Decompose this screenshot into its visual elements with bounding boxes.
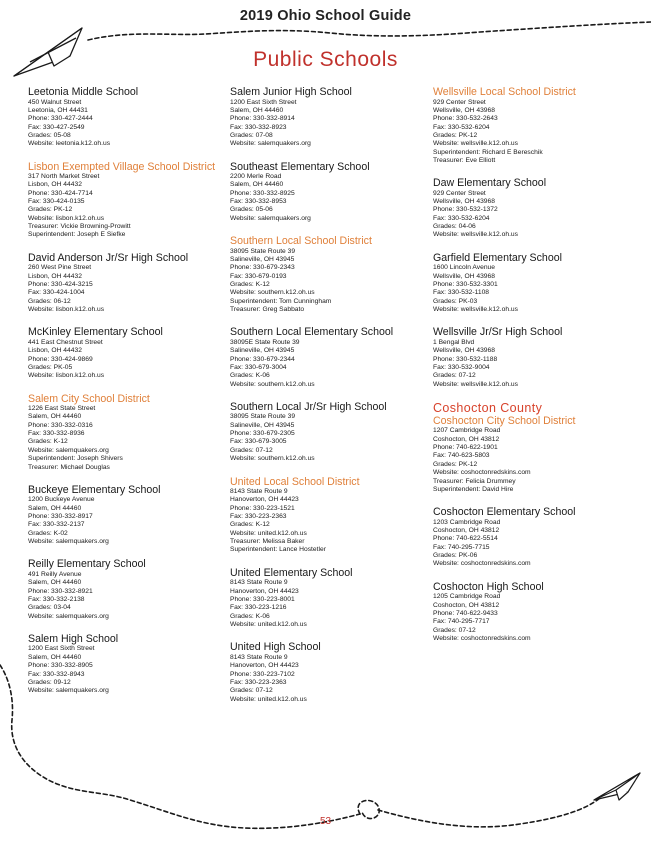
entry-detail-line: Website: lisbon.k12.oh.us (28, 372, 105, 380)
entry-detail-line: Grades: 09-12 (28, 678, 71, 686)
school-entry (433, 581, 633, 644)
entry-detail-line: Website: salemquakers.org (28, 446, 109, 454)
entry-detail-line: Grades: PK-12 (28, 206, 73, 214)
county-heading: Coshocton County (433, 400, 543, 415)
entry-detail-line: Lisbon, OH 44432 (28, 347, 82, 355)
district-name: Coshocton City School District (433, 414, 576, 427)
entry-detail-line: Salineville, OH 43945 (230, 421, 295, 429)
entry-detail-line: 38095E State Route 39 (230, 338, 300, 346)
entry-detail-line: Fax: 330-332-8936 (28, 430, 85, 438)
entry-detail-line: 38095 State Route 39 (230, 413, 296, 421)
entry-detail-line: Fax: 330-332-2138 (28, 595, 85, 603)
entry-details (433, 339, 633, 389)
entry-detail-line: Superintendent: Joseph E Siefke (28, 231, 126, 239)
entry-detail-line: Fax: 330-332-8923 (230, 123, 287, 131)
school-entry (433, 177, 633, 240)
district-name: Salem City School District (28, 392, 150, 405)
entry-detail-line: Phone: 330-332-8917 (28, 513, 93, 521)
entry-detail-line: Salem, OH 44460 (28, 653, 82, 661)
entry-detail-line: Fax: 330-332-8953 (230, 198, 287, 206)
entry-details (433, 190, 633, 240)
entry-detail-line: Phone: 330-679-2305 (230, 430, 295, 438)
column-3 (433, 86, 633, 655)
entry-detail-line: Grades: K-12 (230, 521, 270, 529)
entry-detail-line: 1200 Buckeye Avenue (28, 496, 95, 504)
entry-detail-line: 929 Center Street (433, 189, 486, 197)
school-name: United Elementary School (230, 566, 353, 579)
entry-detail-line: Superintendent: David Hire (433, 485, 514, 493)
entry-detail-line: Website: wellsville.k12.oh.us (433, 231, 518, 239)
entry-detail-line: Phone: 330-424-3215 (28, 281, 93, 288)
entry-details (28, 339, 228, 381)
entry-detail-line: 317 North Market Street (28, 173, 100, 181)
entry-detail-line: Website: united.k12.oh.us (230, 695, 307, 703)
school-entry (28, 633, 228, 696)
entry-detail-line: Fax: 330-532-6204 (433, 214, 490, 222)
entry-detail-line: 8143 State Route 9 (230, 488, 288, 495)
entry-detail-line: Fax: 330-679-3005 (230, 438, 287, 446)
entry-detail-line: Fax: 330-532-6204 (433, 123, 490, 131)
district-entry (230, 476, 430, 555)
entry-detail-line: Website: southern.k12.oh.us (230, 380, 315, 388)
school-entry (230, 641, 430, 704)
entry-detail-line: Salineville, OH 43945 (230, 347, 295, 355)
entry-detail-line: 1205 Cambridge Road (433, 593, 501, 601)
school-entry (230, 567, 430, 630)
entry-detail-line: 491 Reilly Avenue (28, 570, 82, 578)
guide-title: 2019 Ohio School Guide (239, 8, 412, 24)
school-entry (230, 86, 430, 149)
entry-detail-line: Phone: 330-679-2343 (230, 264, 295, 272)
district-entry (28, 161, 228, 240)
entry-detail-line: 929 Center Street (433, 98, 486, 106)
entry-detail-line: 8143 State Route 9 (230, 579, 288, 587)
entry-detail-line: Grades: PK-06 (433, 552, 478, 560)
school-entry (28, 252, 228, 315)
district-entry (28, 393, 228, 472)
school-name: Buckeye Elementary School (28, 483, 161, 496)
school-name: McKinley Elementary School (28, 326, 163, 339)
column-1 (28, 86, 228, 708)
entry-details (230, 413, 430, 463)
district-entry (230, 235, 430, 314)
school-entry (230, 161, 430, 224)
district-name: United Local School District (230, 475, 360, 488)
entry-detail-line: Phone: 740-622-5514 (433, 535, 498, 543)
school-name: Leetonia Middle School (28, 86, 139, 98)
entry-detail-line: Fax: 330-223-2363 (230, 678, 287, 686)
school-name: Reilly Elementary School (28, 558, 146, 571)
entry-detail-line: Lisbon, OH 44432 (28, 272, 82, 280)
entry-detail-line: Website: coshoctonredskins.com (433, 469, 531, 477)
entry-detail-line: Phone: 330-332-8914 (230, 115, 295, 123)
entry-details (433, 264, 633, 314)
entry-detail-line: Grades: 03-04 (28, 604, 71, 612)
district-entry (433, 86, 633, 165)
entry-detail-line: Website: wellsville.k12.oh.us (433, 306, 518, 314)
entry-detail-line: Website: salemquakers.org (230, 214, 311, 222)
entry-details (28, 496, 228, 546)
entry-detail-line: Grades: K-12 (230, 281, 270, 288)
entry-detail-line: Phone: 330-532-2643 (433, 115, 498, 123)
entry-detail-line: Grades: K-02 (28, 529, 68, 537)
entry-detail-line: Grades: K-06 (230, 372, 270, 380)
entry-detail-line: Website: coshoctonredskins.com (433, 560, 531, 568)
district-entry (433, 401, 633, 494)
paper-plane-icon-bottom (594, 773, 640, 800)
entry-detail-line: Grades: PK-05 (28, 363, 73, 371)
entry-details (28, 99, 228, 149)
entry-details (28, 173, 228, 240)
page-title: Public Schools (253, 48, 398, 71)
entry-detail-line: 1207 Cambridge Road (433, 427, 501, 435)
entry-details (230, 339, 430, 389)
entry-details (433, 99, 633, 166)
entry-detail-line: Fax: 330-223-2363 (230, 513, 287, 521)
entry-detail-line: Website: salemquakers.org (230, 140, 311, 148)
entry-detail-line: Grades: PK-03 (433, 297, 478, 305)
entry-detail-line: Fax: 330-532-9004 (433, 363, 490, 371)
entry-detail-line: Phone: 740-622-9433 (433, 609, 498, 617)
entry-details (230, 579, 430, 629)
entry-detail-line: Phone: 330-332-8925 (230, 189, 295, 197)
entry-detail-line: Fax: 330-223-1216 (230, 604, 287, 612)
entry-detail-line: 1226 East State Street (28, 405, 96, 413)
entry-detail-line: Treasurer: Greg Sabbato (230, 306, 305, 314)
entry-detail-line: Wellsville, OH 43968 (433, 106, 495, 114)
entry-detail-line: Salem, OH 44460 (28, 504, 82, 512)
entry-detail-line: Fax: 740-295-7717 (433, 618, 490, 626)
entry-detail-line: Salem, OH 44460 (230, 181, 284, 189)
entry-detail-line: Phone: 330-532-1188 (433, 355, 498, 363)
district-name: Wellsville Local School District (433, 86, 576, 98)
entry-detail-line: Fax: 330-679-3004 (230, 363, 287, 371)
entry-detail-line: Wellsville, OH 43968 (433, 198, 495, 206)
entry-detail-line: Website: salemquakers.org (28, 538, 109, 546)
school-name: Salem Junior High School (230, 86, 352, 98)
entry-detail-line: Phone: 330-332-0316 (28, 421, 93, 429)
entry-detail-line: Grades: K-06 (230, 612, 270, 620)
entry-details (230, 99, 430, 149)
entry-detail-line: Grades: K-12 (28, 438, 68, 446)
entry-details (230, 488, 430, 555)
entry-detail-line: Wellsville, OH 43968 (433, 347, 495, 355)
entry-detail-line: Website: coshoctonredskins.com (433, 634, 531, 642)
entry-detail-line: Website: southern.k12.oh.us (230, 455, 315, 463)
entry-detail-line: Superintendent: Richard E Bereschik (433, 148, 543, 156)
school-entry (28, 558, 228, 621)
entry-details (433, 593, 633, 643)
entry-detail-line: Superintendent: Lance Hostetler (230, 546, 326, 554)
entry-detail-line: Grades: PK-12 (433, 460, 478, 468)
entry-detail-line: Grades: 07-12 (230, 446, 273, 454)
entry-detail-line: Grades: 07-12 (433, 372, 476, 380)
entry-detail-line: Grades: 05-08 (28, 131, 71, 139)
entry-detail-line: Fax: 330-427-2549 (28, 123, 85, 131)
entry-detail-line: Leetonia, OH 44431 (28, 106, 88, 114)
column-2 (230, 86, 430, 716)
district-name: Southern Local School District (230, 235, 372, 248)
entry-detail-line: Phone: 330-532-3301 (433, 281, 498, 288)
entry-detail-line: Treasurer: Michael Douglas (28, 463, 110, 471)
school-name: David Anderson Jr/Sr High School (28, 251, 189, 264)
entry-detail-line: 441 East Chestnut Street (28, 338, 103, 346)
school-name: Southeast Elementary School (230, 160, 370, 173)
entry-detail-line: Hanoverton, OH 44423 (230, 496, 299, 504)
entry-detail-line: Website: wellsville.k12.oh.us (433, 380, 518, 388)
entry-detail-line: Fax: 330-424-1004 (28, 289, 85, 297)
entry-detail-line: Website: southern.k12.oh.us (230, 289, 315, 297)
entry-details (230, 173, 430, 223)
entry-detail-line: Coshocton, OH 43812 (433, 435, 500, 443)
entry-detail-line: Phone: 330-223-1521 (230, 504, 295, 512)
district-name: Lisbon Exempted Village School District (28, 160, 216, 173)
entry-detail-line: Fax: 330-532-1108 (433, 289, 490, 297)
flight-path-top (88, 22, 651, 40)
entry-detail-line: Grades: 07-08 (230, 131, 273, 139)
entry-detail-line: Fax: 330-332-8943 (28, 670, 85, 678)
school-name: Salem High School (28, 632, 119, 645)
school-name: United High School (230, 641, 321, 654)
school-name: Coshocton Elementary School (433, 506, 576, 519)
entry-detail-line: Wellsville, OH 43968 (433, 272, 495, 280)
school-entry (433, 326, 633, 389)
entry-detail-line: Fax: 740-623-5803 (433, 452, 490, 460)
entry-detail-line: 450 Walnut Street (28, 98, 82, 106)
entry-detail-line: Grades: 04-06 (433, 223, 476, 231)
entry-detail-line: Salem, OH 44460 (28, 579, 82, 587)
entry-detail-line: Salem, OH 44460 (230, 106, 284, 114)
school-entry (28, 326, 228, 380)
entry-detail-line: Phone: 330-679-2344 (230, 355, 295, 363)
entry-detail-line: 1600 Lincoln Avenue (433, 264, 495, 272)
school-name: Daw Elementary School (433, 177, 547, 190)
entry-detail-line: Treasurer: Vickie Browning-Prowitt (28, 223, 131, 231)
entry-details (230, 654, 430, 704)
entry-details (28, 405, 228, 472)
school-entry (433, 506, 633, 569)
entry-detail-line: Fax: 740-295-7715 (433, 543, 490, 551)
entry-details (28, 264, 228, 314)
school-entry (230, 401, 430, 464)
entry-detail-line: Website: wellsville.k12.oh.us (433, 140, 518, 148)
entry-detail-line: Superintendent: Tom Cunningham (230, 297, 332, 305)
entry-detail-line: Website: leetonia.k12.oh.us (28, 140, 111, 148)
entry-detail-line: Hanoverton, OH 44423 (230, 587, 299, 595)
page-number: 53 (319, 816, 332, 827)
entry-detail-line: Phone: 330-223-7102 (230, 670, 295, 678)
entry-detail-line: Coshocton, OH 43812 (433, 601, 500, 609)
entry-detail-line: Website: salemquakers.org (28, 612, 109, 620)
entry-detail-line: Coshocton, OH 43812 (433, 527, 500, 535)
entry-detail-line: Phone: 740-622-1901 (433, 444, 498, 452)
school-entry (433, 252, 633, 315)
entry-detail-line: Salineville, OH 43945 (230, 255, 295, 263)
school-name: Wellsville Jr/Sr High School (433, 326, 563, 339)
school-entry (28, 484, 228, 547)
entry-details (28, 571, 228, 621)
entry-detail-line: Grades: 07-12 (230, 687, 273, 695)
entry-detail-line: Salem, OH 44460 (28, 413, 82, 421)
entry-detail-line: 1203 Cambridge Road (433, 518, 501, 526)
entry-detail-line: Fax: 330-679-0193 (230, 272, 287, 280)
entry-detail-line: Website: salemquakers.org (28, 687, 109, 695)
school-entry (230, 326, 430, 389)
entry-detail-line: Phone: 330-532-1372 (433, 206, 498, 214)
entry-detail-line: Phone: 330-223-8001 (230, 595, 295, 603)
entry-detail-line: Website: united.k12.oh.us (230, 620, 307, 628)
entry-detail-line: Fax: 330-424-0135 (28, 198, 85, 206)
entry-detail-line: Hanoverton, OH 44423 (230, 662, 299, 670)
entry-detail-line: Phone: 330-424-7714 (28, 189, 93, 197)
entry-detail-line: Phone: 330-424-9869 (28, 355, 93, 363)
entry-detail-line: Treasurer: Eve Elliott (433, 156, 496, 164)
entry-detail-line: Website: lisbon.k12.oh.us (28, 214, 105, 222)
entry-detail-line: Phone: 330-427-2444 (28, 115, 93, 123)
entry-detail-line: Phone: 330-332-8921 (28, 587, 93, 595)
entry-detail-line: Grades: PK-12 (433, 131, 478, 139)
entry-detail-line: Superintendent: Joseph Shivers (28, 455, 123, 463)
entry-detail-line: Treasurer: Felicia Drummey (433, 477, 516, 485)
entry-details (230, 248, 430, 315)
entry-detail-line: Website: lisbon.k12.oh.us (28, 306, 105, 314)
school-name: Southern Local Jr/Sr High School (230, 400, 387, 413)
entry-detail-line: Lisbon, OH 44432 (28, 181, 82, 189)
entry-details (433, 519, 633, 569)
entry-detail-line: 1200 East Sixth Street (230, 98, 297, 106)
school-name: Garfield Elementary School (433, 251, 562, 264)
entry-detail-line: Website: united.k12.oh.us (230, 529, 307, 537)
entry-detail-line: Phone: 330-332-8905 (28, 662, 93, 670)
entry-detail-line: Grades: 06-12 (28, 297, 71, 305)
entry-details (28, 645, 228, 695)
entry-detail-line: 8143 State Route 9 (230, 653, 288, 661)
entry-detail-line: Grades: 07-12 (433, 626, 476, 634)
entry-detail-line: Treasurer: Melissa Baker (230, 538, 305, 546)
entry-detail-line: 38095 State Route 39 (230, 247, 296, 255)
school-name: Coshocton High School (433, 580, 544, 593)
entry-detail-line: 2200 Merle Road (230, 173, 282, 181)
school-name: Southern Local Elementary School (230, 326, 394, 339)
entry-detail-line: 1 Bengal Blvd (433, 338, 475, 346)
entry-detail-line: Fax: 330-332-2137 (28, 521, 85, 529)
entry-detail-line: 260 West Pine Street (28, 264, 92, 272)
entry-detail-line: 1200 East Sixth Street (28, 645, 95, 653)
entry-detail-line: Grades: 05-06 (230, 206, 273, 214)
school-entry (28, 86, 228, 149)
entry-details (433, 427, 633, 494)
